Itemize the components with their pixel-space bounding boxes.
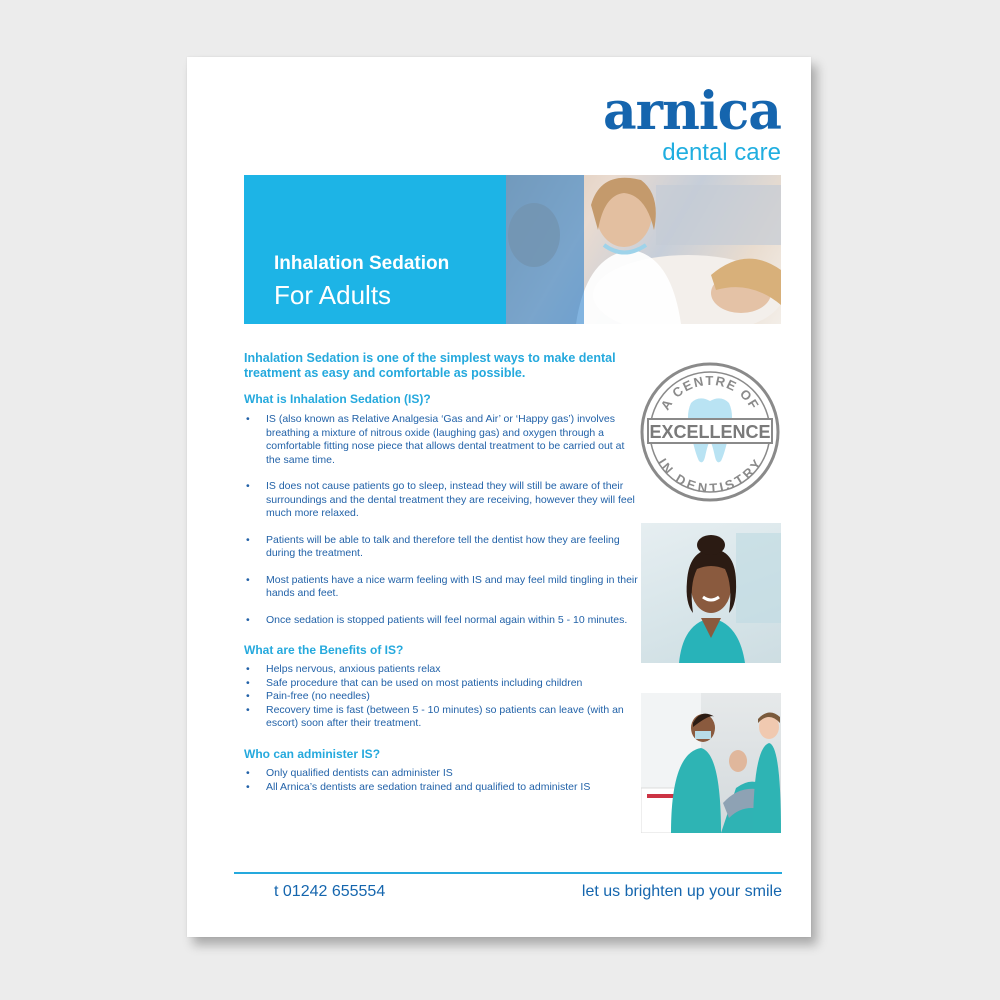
list-item: • IS does not cause patients go to sleep, instead they will still be aware of their surroundings and the dental treatment they are receiving, however they will feel much more relaxed. bbox=[244, 480, 639, 521]
stamp-bottom-text: IN DENTISTRY bbox=[654, 455, 766, 496]
list-item: • Once sedation is stopped patients will feel normal again within 5 - 10 minutes. bbox=[244, 614, 639, 628]
logo-wordmark: arnica bbox=[602, 81, 781, 142]
list-item: • Helps nervous, anxious patients relax bbox=[244, 663, 639, 677]
banner-subtitle: For Adults bbox=[274, 280, 392, 310]
footer-phone: t 01242 655554 bbox=[274, 883, 386, 900]
nurse-illustration bbox=[641, 523, 781, 663]
stamp-middle-text: EXCELLENCE bbox=[649, 422, 771, 442]
list-item: • Recovery time is fast (between 5 - 10 minutes) so patients can leave (with an escort) soon after their treatment. bbox=[244, 704, 639, 731]
footer-tagline: let us brighten up your smile bbox=[581, 883, 782, 900]
list-item: • Patients will be able to talk and therefore tell the dentist how they are feeling during the treatment. bbox=[244, 534, 639, 561]
centre-of-excellence-stamp bbox=[639, 361, 781, 503]
brochure-page bbox=[187, 57, 811, 937]
list-item: • Most patients have a nice warm feeling with IS and may feel mild tingling in their hands and feet. bbox=[244, 574, 639, 601]
photo-dental-treatment bbox=[641, 693, 781, 833]
banner-blue-overlay bbox=[506, 175, 584, 324]
benefits-list bbox=[244, 663, 639, 731]
header-banner bbox=[244, 175, 781, 324]
list-item: • Only qualified dentists can administer IS bbox=[244, 767, 639, 781]
photo-dental-nurse bbox=[641, 523, 781, 663]
list-item: • All Arnica’s dentists are sedation trained and qualified to administer IS bbox=[244, 781, 639, 795]
banner-title: Inhalation Sedation bbox=[274, 253, 450, 274]
treatment-illustration bbox=[641, 693, 781, 833]
list-item: • Pain-free (no needles) bbox=[244, 690, 639, 704]
who-can-administer-list bbox=[244, 767, 639, 794]
section-title-benefits: What are the Benefits of IS? bbox=[244, 643, 404, 657]
stamp-top-text: A CENTRE OF bbox=[657, 372, 763, 413]
section-title-who-can-administer: Who can administer IS? bbox=[244, 747, 381, 761]
list-item: • IS (also known as Relative Analgesia ‘Gas and Air’ or ‘Happy gas’) involves breathing a mixture of nitrous oxide (laughing gas) and oxygen through a comfortable fitting nose piece that allows dental treatment to be carried out at the same time. bbox=[244, 413, 639, 467]
intro-text: Inhalation Sedation is one of the simplest ways to make dental treatment as easy and comfortable as possible. bbox=[244, 351, 616, 380]
arnica-logo bbox=[602, 81, 781, 166]
what-is-is-list bbox=[244, 413, 639, 627]
footer-divider bbox=[234, 872, 782, 874]
list-item: • Safe procedure that can be used on most patients including children bbox=[244, 677, 639, 691]
logo-subtitle: dental care bbox=[662, 139, 781, 166]
section-title-what-is-is: What is Inhalation Sedation (IS)? bbox=[244, 392, 431, 406]
